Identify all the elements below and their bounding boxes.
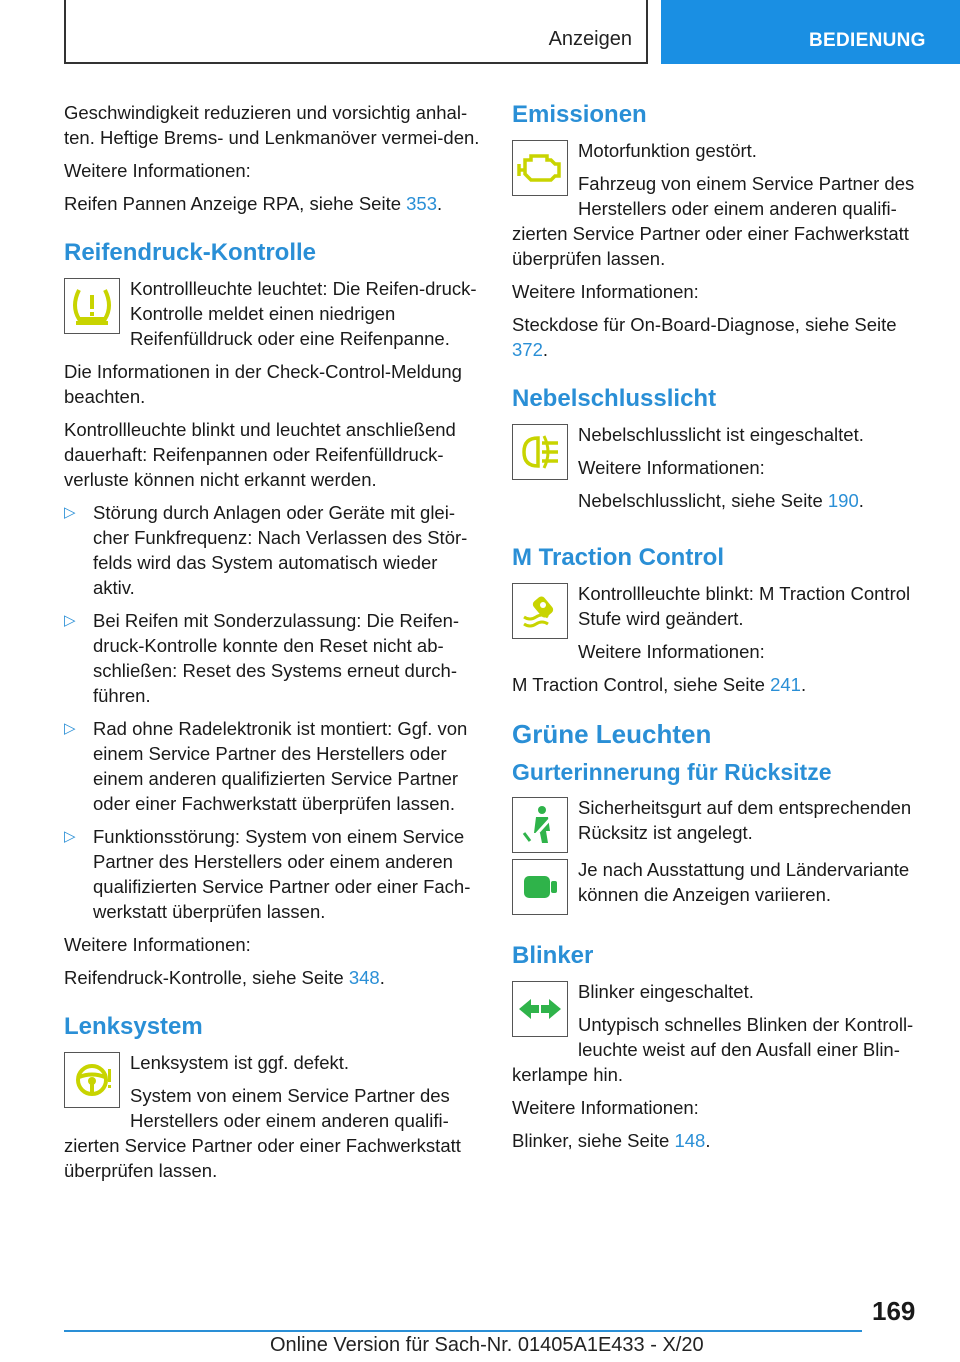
bullet-arrow-icon: ▷ (64, 720, 76, 737)
nebel-more: Weitere Informationen: (578, 457, 765, 478)
section-reifendruck (64, 238, 482, 990)
engine-check-icon (512, 140, 568, 196)
page-link[interactable]: 148 (674, 1130, 706, 1151)
emis-ref: Steckdose für On-Board-Diagnose, siehe Seite 372. (512, 314, 897, 360)
heading-blinker: Blinker (512, 942, 594, 969)
section-nebelschlusslicht (512, 384, 930, 521)
rear-fog-light-icon (512, 424, 568, 480)
heading-lenksystem: Lenksystem (64, 1013, 203, 1040)
bullet-arrow-icon: ▷ (64, 504, 76, 521)
right-column (512, 100, 930, 1161)
page-link[interactable]: 348 (348, 967, 380, 988)
heading-gruene-leuchten: Grüne Leuchten (512, 719, 712, 749)
reifen-ref: Reifendruck-Kontrolle, siehe Seite 348. (64, 967, 385, 988)
heading-reifendruck: Reifendruck-Kontrolle (64, 239, 317, 266)
intro-text: Geschwindigkeit reduzieren und vorsichtig anhal‐ten. Heftige Brems- und Lenkmanöver vermei‐den. (64, 102, 480, 148)
intro-more: Weitere Informationen: (64, 160, 251, 181)
section-blinker (512, 941, 930, 1153)
emis-more: Weitere Informationen: (512, 281, 699, 302)
gurt-p2: Je nach Ausstattung und Ländervariante können die Anzeigen variieren. (578, 859, 910, 905)
blink-ref: Blinker, siehe Seite 148. (512, 1130, 711, 1151)
list-item: ▷ Funktionsstörung: System von einem Service Partner des Herstellers oder einem anderen qualifizierten Service Partner oder einer Fach‐werkstatt überprüfen lassen. (64, 826, 471, 922)
page-link[interactable]: 241 (770, 674, 801, 695)
list-item: ▷ Störung durch Anlagen oder Geräte mit glei‐cher Funkfrequenz: Nach Verlassen des Stör‐felds wird das System automatisch wieder aktiv. (64, 502, 468, 598)
section-lenksystem (64, 1012, 482, 1183)
section-tab-label: BEDIENUNG (809, 30, 926, 51)
section-emissionen (512, 100, 930, 362)
lenk-p1: Lenksystem ist ggf. defekt. (130, 1052, 350, 1073)
emis-p1: Motorfunktion gestört. (578, 140, 757, 161)
footer-text: Online Version für Sach-Nr. 01405A1E433 - X/20 (270, 1334, 704, 1356)
heading-nebelschlusslicht: Nebelschlusslicht (512, 385, 717, 412)
gurt-p1: Sicherheitsgurt auf dem entsprechenden Rücksitz ist angelegt. (578, 797, 912, 843)
steering-warning-icon (64, 1052, 120, 1108)
page-link[interactable]: 190 (827, 490, 859, 511)
reifen-p2: Kontrollleuchte blinkt und leuchtet anschließend dauerhaft: Reifenpannen oder Reifenfülldruck‐verluste können nicht erkannt werden. (64, 419, 456, 490)
blink-p2: Untypisch schnelles Blinken der Kontroll‐leuchte weist auf den Ausfall einer Blin‐kerlampe hin. (512, 1014, 914, 1085)
heading-gurterinnerung: Gurterinnerung für Rücksitze (512, 759, 832, 785)
reifen-p1b: Die Informationen in der Check-Control-Meldung beachten. (64, 361, 462, 407)
seatbelt-icon (512, 797, 568, 853)
blink-more: Weitere Informationen: (512, 1097, 699, 1118)
list-item: ▷ Rad ohne Radelektronik ist montiert: Ggf. von einem Service Partner des Herstellers oder einem anderen qualifizierten Service Partner oder einer Fachwerkstatt überprüfen lassen. (64, 718, 468, 814)
nebel-p1: Nebelschlusslicht ist eingeschaltet. (578, 424, 864, 445)
section-m-traction-control (512, 543, 930, 697)
bullet-arrow-icon: ▷ (64, 612, 76, 629)
mtrac-ref: M Traction Control, siehe Seite 241. (512, 674, 807, 695)
mtrac-more: Weitere Informationen: (578, 641, 765, 662)
heading-m-traction-control: M Traction Control (512, 544, 724, 571)
header-box (64, 0, 648, 64)
page-number: 169 (872, 1296, 916, 1326)
left-column (64, 100, 482, 1191)
section-gruene-leuchten (512, 719, 930, 919)
heading-emissionen: Emissionen (512, 101, 647, 128)
bullet-arrow-icon: ▷ (64, 828, 76, 845)
footer-divider (64, 1330, 862, 1332)
header-title: Anzeigen (548, 28, 632, 50)
traction-control-icon (512, 583, 568, 639)
emis-p2: Fahrzeug von einem Service Partner des Herstellers oder einem anderen qualifi‐zierten Service Partner oder einer Fachwerkstatt überprüfen lassen. (512, 173, 915, 269)
turn-signal-icon (512, 981, 568, 1037)
rear-seat-icon (512, 859, 568, 915)
intro-ref: Reifen Pannen Anzeige RPA, siehe Seite 353. (64, 193, 443, 214)
lenk-p2: System von einem Service Partner des Herstellers oder einem anderen qualifi‐zierten Service Partner oder einer Fachwerkstatt überprüfen lassen. (64, 1085, 461, 1181)
reifen-more: Weitere Informationen: (64, 934, 251, 955)
blink-p1: Blinker eingeschaltet. (578, 981, 754, 1002)
page-link[interactable]: 372 (512, 339, 543, 360)
mtrac-p1: Kontrollleuchte blinkt: M Traction Control Stufe wird geändert. (578, 583, 911, 629)
page-link[interactable]: 353 (406, 193, 438, 214)
tire-pressure-warning-icon (64, 278, 120, 334)
section-tab[interactable] (661, 0, 960, 64)
reifen-p1: Kontrollleuchte leuchtet: Die Reifen‐druck-Kontrolle meldet einen niedrigen Reifenfülldruck oder eine Reifenpanne. (130, 278, 477, 349)
list-item: ▷ Bei Reifen mit Sonderzulassung: Die Reifen‐druck-Kontrolle konnte den Reset nicht ab‐schließen: Reset des Systems erneut durch‐führen. (64, 610, 460, 706)
nebel-ref: Nebelschlusslicht, siehe Seite 190. (578, 490, 864, 511)
